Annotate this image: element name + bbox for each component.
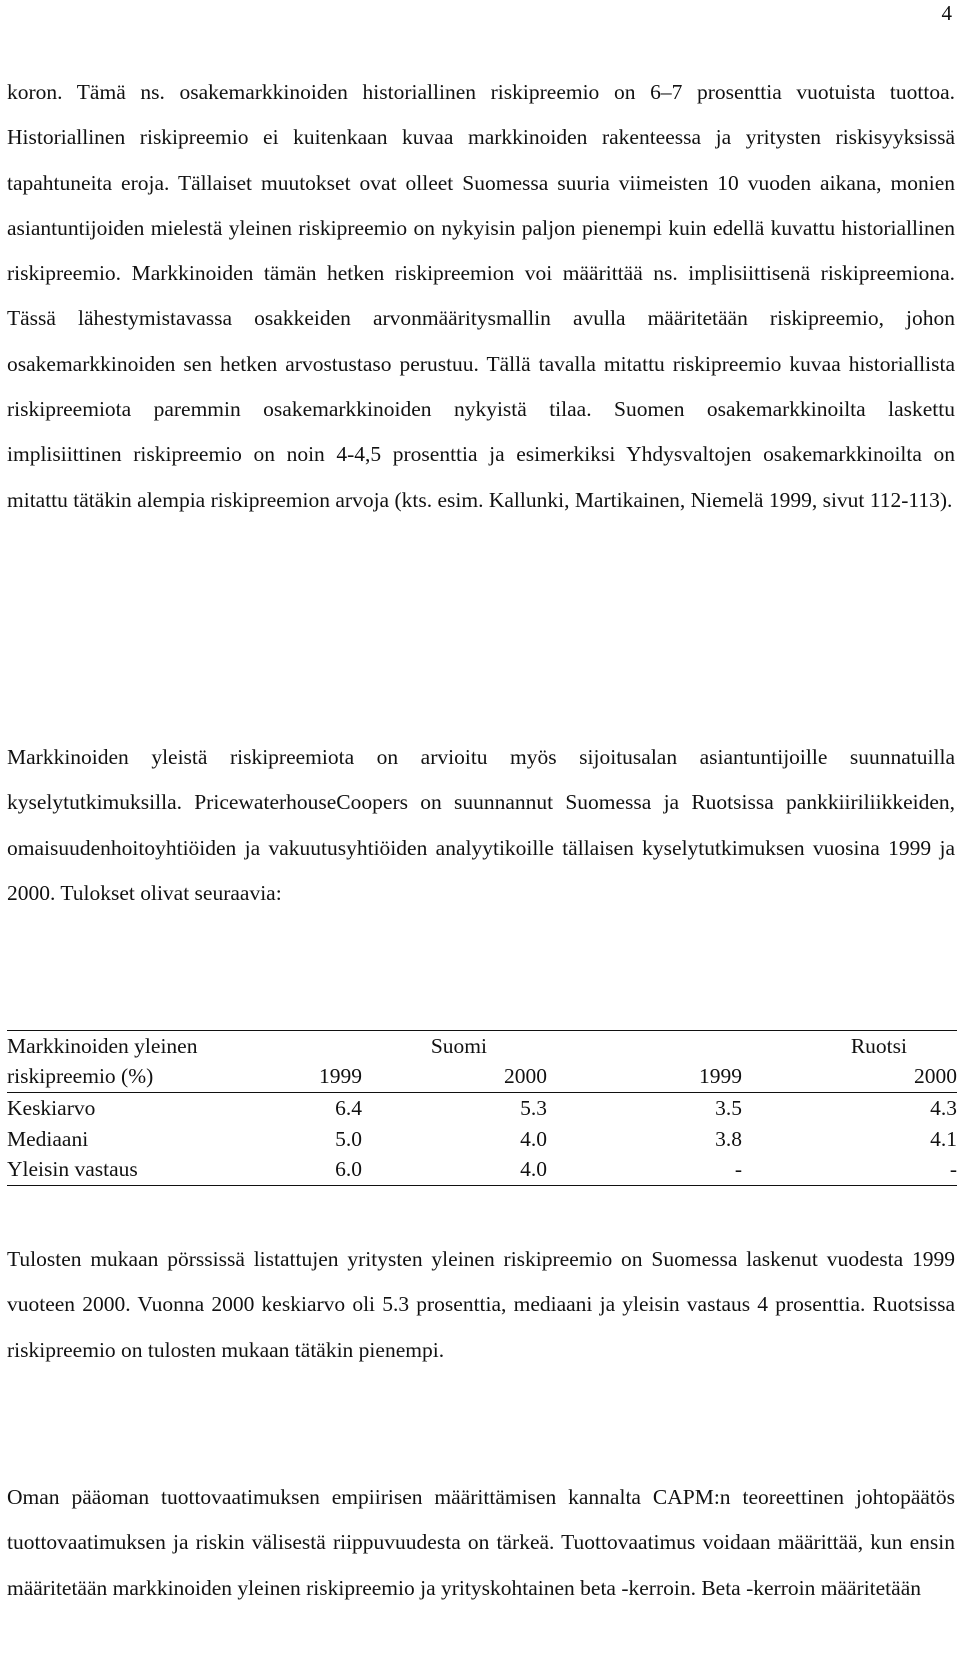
table-row: [7, 1124, 957, 1155]
table-row: [7, 1093, 957, 1124]
table-year-header: 1999: [547, 1062, 742, 1093]
table-cell: -: [742, 1155, 957, 1186]
table-row: [7, 1155, 957, 1186]
table-row-label: Keskiarvo: [7, 1095, 96, 1120]
table-cell: 3.8: [715, 1126, 742, 1151]
table-row-label: Mediaani: [7, 1126, 89, 1151]
table-cell: 6.0: [247, 1155, 362, 1186]
table-row-label: Yleisin vastaus: [7, 1155, 247, 1186]
table-header-row: [7, 1062, 957, 1093]
table-cell: 5.0: [335, 1126, 362, 1151]
table-cell: 4.1: [930, 1126, 957, 1151]
risk-premium-table: [7, 1030, 957, 1186]
table-cell: 4.0: [520, 1126, 547, 1151]
table-cell: -: [547, 1155, 742, 1186]
table-year-header: 1999: [247, 1062, 362, 1093]
table-cell: 4.0: [362, 1155, 547, 1186]
table-header-row: [7, 1031, 957, 1062]
table-group-ruotsi: Ruotsi: [742, 1031, 957, 1062]
table-year-header: 2000: [742, 1062, 957, 1093]
table-group-suomi: Suomi: [362, 1031, 547, 1062]
table-header-label: riskipreemio (%): [7, 1062, 247, 1093]
paragraph-survey-results: Tulosten mukaan pörssissä listattujen yritysten yleinen riskipreemio on Suomessa laskenut vuodesta 1999 vuoteen 2000. Vuonna 2000 keskiarvo oli 5.3 prosenttia, mediaani ja yleisin vastaus 4 prosenttia. Ruotsissa riskipreemio on tulosten mukaan tätäkin pienempi.: [7, 1247, 955, 1362]
table-cell: 5.3: [520, 1095, 547, 1120]
table-cell: 4.3: [930, 1095, 957, 1120]
table-cell: 3.5: [715, 1095, 742, 1120]
table-year-header: 2000: [362, 1062, 547, 1093]
table-header-label: Markkinoiden yleinen: [7, 1031, 247, 1062]
paragraph-risk-premium-history: koron. Tämä ns. osakemarkkinoiden historiallinen riskipreemio on 6–7 prosenttia vuotuista tuottoa. Historiallinen riskipreemio ei kuitenkaan kuvaa markkinoiden rakenteessa ja yritysten riskisyyksissä tapahtuneita eroja. Tällaiset muutokset ovat olleet Suomessa suuria viimeisten 10 vuoden aikana, monien asiantuntijoiden mielestä yleinen riskipreemio on nykyisin paljon pienempi kuin edellä kuvattu historiallinen riskipreemio. Markkinoiden tämän hetken riskipreemion voi määrittää ns. implisiittisenä riskipreemiona. Tässä lähestymistavassa osakkeiden arvonmääritysmallin avulla määritetään riskipreemio, johon osakemarkkinoiden sen hetken arvostustaso perustuu. Tällä tavalla mitattu riskipreemio kuvaa historiallista riskipreemiota paremmin osakemarkkinoiden nykyistä tilaa. Suomen osakemarkkinoilta laskettu implisiittinen riskipreemio on noin 4-4,5 prosenttia ja esimerkiksi Yhdysvaltojen osakemarkkinoilta on mitattu tätäkin alempia riskipreemion arvoja (kts. esim. Kallunki, Martikainen, Niemelä 1999, sivut 112-113).: [7, 80, 955, 512]
paragraph-capm: Oman pääoman tuottovaatimuksen empiirisen määrittämisen kannalta CAPM:n teoreettinen johtopäätös tuottovaatimuksen ja riskin välisestä riippuvuudesta on tärkeä. Tuottovaatimus voidaan määrittää, kun ensin määritetään markkinoiden yleinen riskipreemio ja yrityskohtainen beta -kerroin. Beta -kerroin määritetään: [7, 1485, 955, 1600]
page-number: 4: [941, 1, 952, 25]
table-cell: 6.4: [335, 1095, 362, 1120]
paragraph-survey-intro: Markkinoiden yleistä riskipreemiota on arvioitu myös sijoitusalan asiantuntijoille suunnatuilla kyselytutkimuksilla. PricewaterhouseCoopers on suunnannut Suomessa ja Ruotsissa pankkiiriliikkeiden, omaisuudenhoitoyhtiöiden ja vakuutusyhtiöiden analyytikoille tällaisen kyselytutkimuksen vuosina 1999 ja 2000. Tulokset olivat seuraavia:: [7, 745, 955, 905]
